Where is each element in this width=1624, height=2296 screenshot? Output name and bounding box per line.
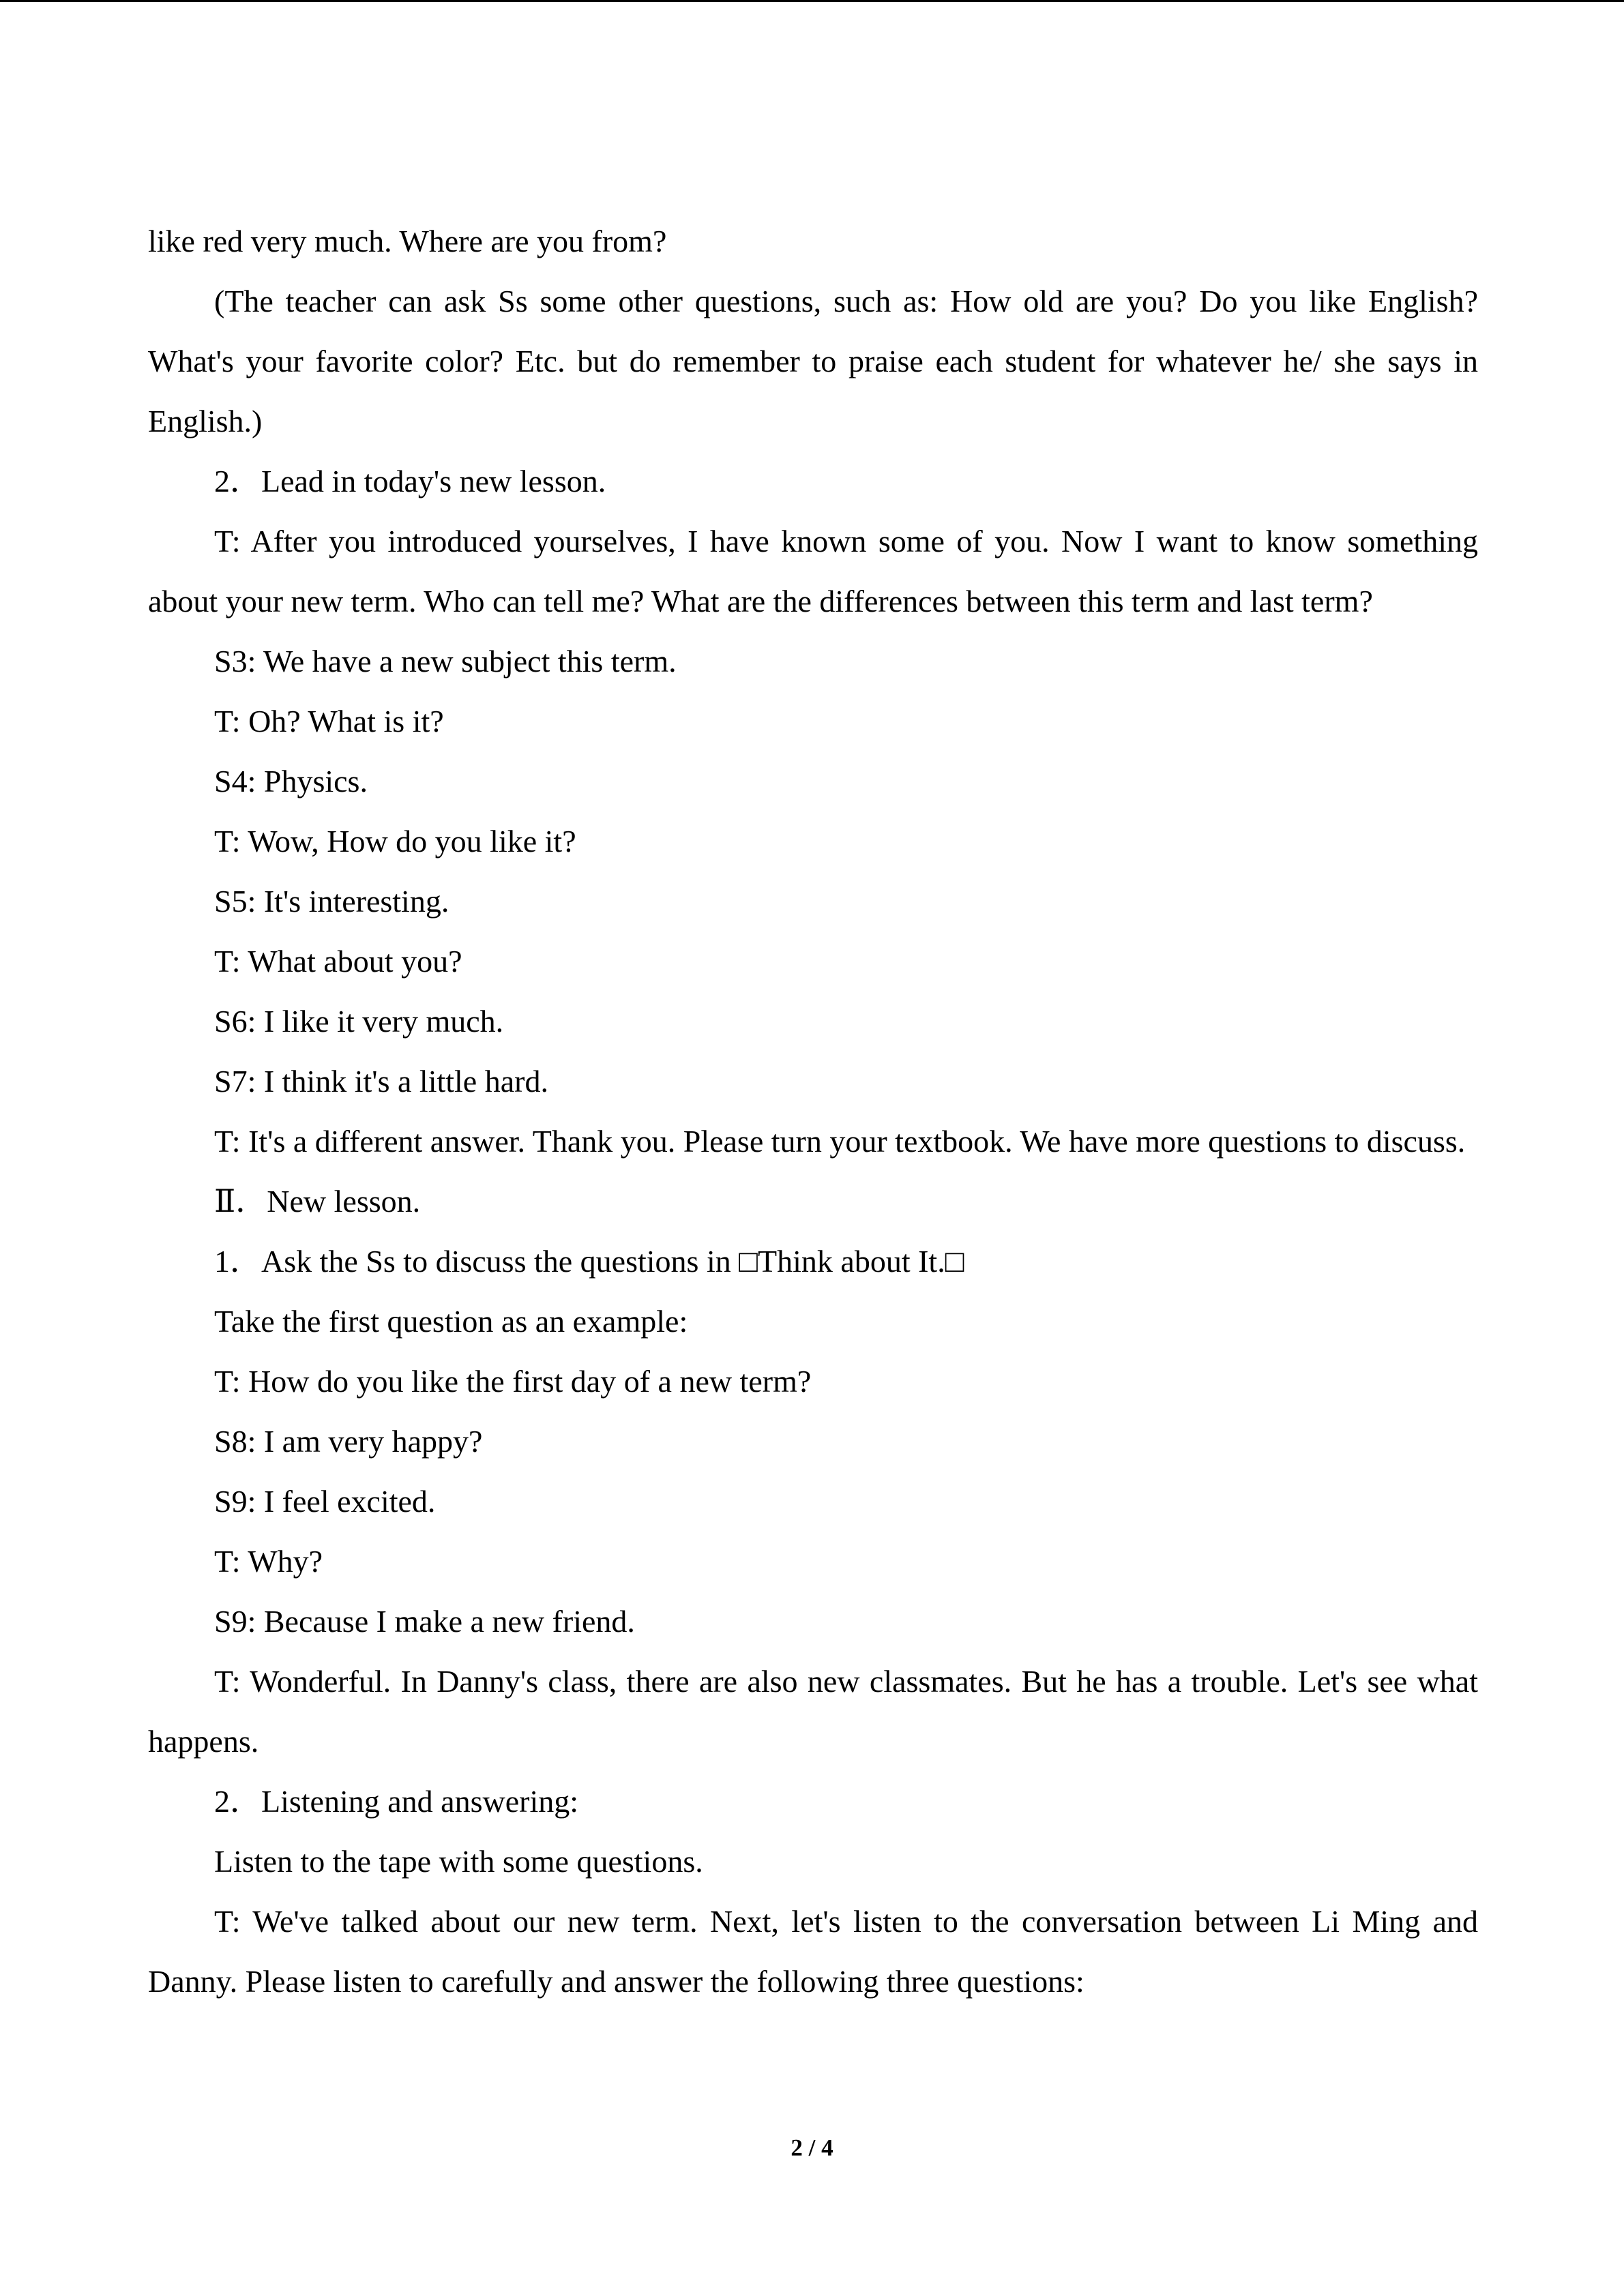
paragraph: S3: We have a new subject this term.	[214, 644, 677, 679]
paragraph: Take the first question as an example:	[214, 1304, 688, 1339]
paragraph: S4: Physics.	[214, 764, 368, 799]
section-heading: Ⅱ．New lesson.	[214, 1184, 421, 1219]
paragraph: like red very much. Where are you from?	[148, 224, 667, 258]
paragraph: T: It's a different answer. Thank you. Please turn your textbook. We have more questions to discuss.	[214, 1124, 1466, 1159]
paragraph: T: Wow, How do you like it?	[214, 824, 576, 859]
paragraph: 2．Listening and answering:	[214, 1784, 579, 1819]
paragraph: T: Wonderful. In Danny's class, there are also new classmates. But he has a trouble. Let's see what happens.	[148, 1664, 1478, 1759]
paragraph: T: After you introduced yourselves, I have known some of you. Now I want to know something about your new term. Who can tell me? What are the differences between this term and last term?	[148, 524, 1478, 618]
paragraph: T: We've talked about our new term. Next, let's listen to the conversation between Li Ming and Danny. Please listen to carefully and answer the following three questions:	[148, 1904, 1478, 1999]
paragraph: T: How do you like the first day of a new term?	[214, 1364, 812, 1399]
paragraph: Listen to the tape with some questions.	[214, 1844, 703, 1879]
paragraph: T: Oh? What is it?	[214, 704, 444, 739]
paragraph: S9: I feel excited.	[214, 1484, 436, 1519]
page-number: 2 / 4	[791, 2134, 833, 2161]
paragraph: (The teacher can ask Ss some other questions, such as: How old are you? Do you like English? What's your favorite color? Etc. but do remember to praise each student for whatever he/ she says in English.)	[148, 284, 1478, 438]
paragraph: S5: It's interesting.	[214, 884, 449, 919]
paragraph: 2．Lead in today's new lesson.	[214, 464, 606, 498]
paragraph: T: What about you?	[214, 944, 462, 979]
paragraph: S8: I am very happy?	[214, 1424, 483, 1459]
paragraph: S9: Because I make a new friend.	[214, 1604, 635, 1639]
top-border-line	[0, 0, 1624, 2]
paragraph: 1．Ask the Ss to discuss the questions in □Think about It.□	[214, 1244, 964, 1279]
paragraph: S6: I like it very much.	[214, 1004, 504, 1039]
document-body	[148, 211, 1478, 2012]
paragraph: S7: I think it's a little hard.	[214, 1064, 548, 1099]
paragraph: T: Why?	[214, 1544, 323, 1579]
